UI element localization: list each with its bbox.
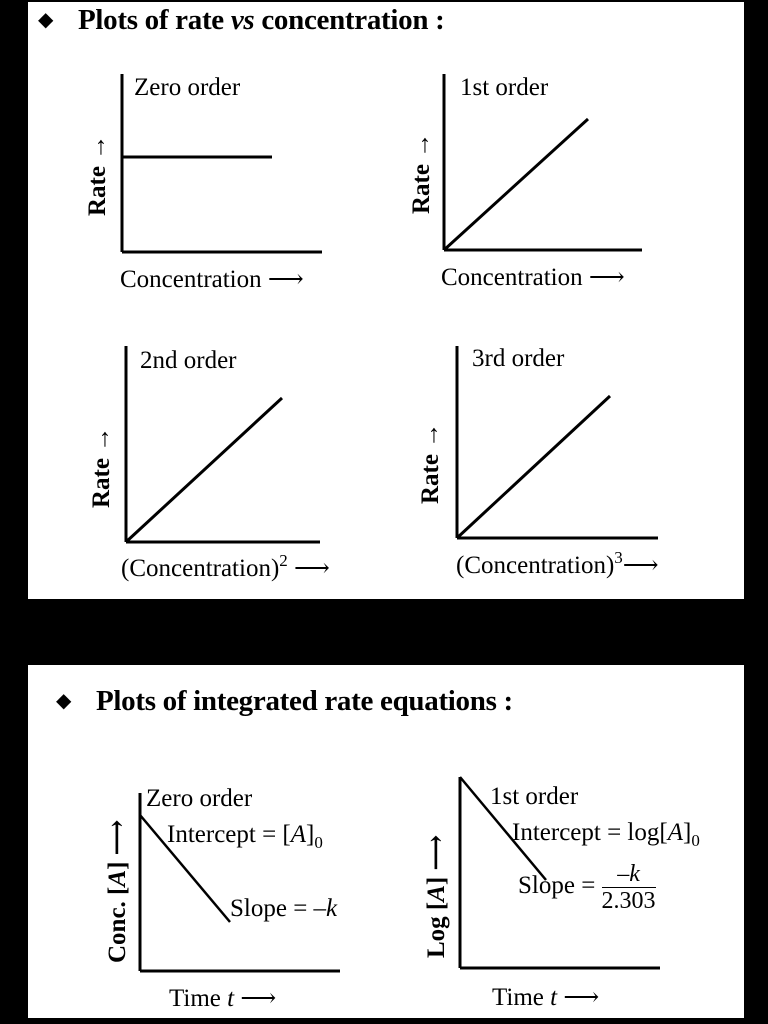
x-axis-label-time: Time t ⟶ — [492, 984, 600, 1011]
diamond-bullet-icon: ◆ — [56, 690, 72, 712]
graph-title-zero-order: Zero order — [146, 785, 253, 812]
y-axis-label-log: Log [A] ⟶ — [423, 834, 450, 958]
x-axis-label-concentration-cubed: (Concentration)$^3$⟶ — [456, 548, 659, 579]
y-axis-label-rate: Rate → — [408, 132, 435, 214]
section-heading-rate: ◆ Plots of rate vs concentration : — [38, 4, 445, 36]
graph-title-first-order: 1st order — [460, 74, 549, 101]
second-order-axes — [126, 346, 320, 542]
slope-label: Slope = $\frac{-k}{2.303}$ — [518, 861, 656, 914]
y-axis-label-conc: Conc. [A] ⟶ — [104, 819, 131, 963]
intercept-label: Intercept = $\log[A]_0$ — [512, 819, 700, 850]
x-axis-label-concentration: Concentration ⟶ — [120, 266, 304, 293]
x-axis-label-time: Time t ⟶ — [169, 985, 277, 1012]
graph-title-third-order: 3rd order — [472, 345, 565, 372]
section-heading-integrated: ◆ Plots of integrated rate equations : — [56, 685, 513, 717]
y-axis-label-rate: Rate → — [417, 422, 444, 504]
y-axis-label-rate: Rate → — [88, 426, 115, 508]
x-axis-label-concentration: Concentration ⟶ — [441, 264, 625, 291]
y-axis-label-rate: Rate → — [84, 134, 111, 216]
second-order-line — [126, 398, 282, 542]
integrated-rate-equations-panel — [28, 665, 744, 1018]
slope-label: Slope = –k — [230, 895, 338, 922]
first-order-line — [444, 119, 588, 250]
slope-fraction: $\frac{-k}{2.303}$ — [601, 861, 656, 914]
graph-title-zero-order: Zero order — [134, 74, 241, 101]
diamond-bullet-icon: ◆ — [38, 9, 54, 31]
graph-title-second-order: 2nd order — [140, 347, 237, 374]
third-order-axes — [457, 346, 658, 538]
intercept-label: Intercept = $[A]_0$ — [167, 821, 323, 852]
zero-order-integrated-axes — [140, 793, 340, 971]
third-order-line — [457, 396, 610, 538]
rate-vs-concentration-panel — [28, 2, 744, 599]
x-axis-label-concentration-squared: (Concentration)$^2$ ⟶ — [121, 551, 330, 582]
graph-title-first-order: 1st order — [490, 783, 579, 810]
